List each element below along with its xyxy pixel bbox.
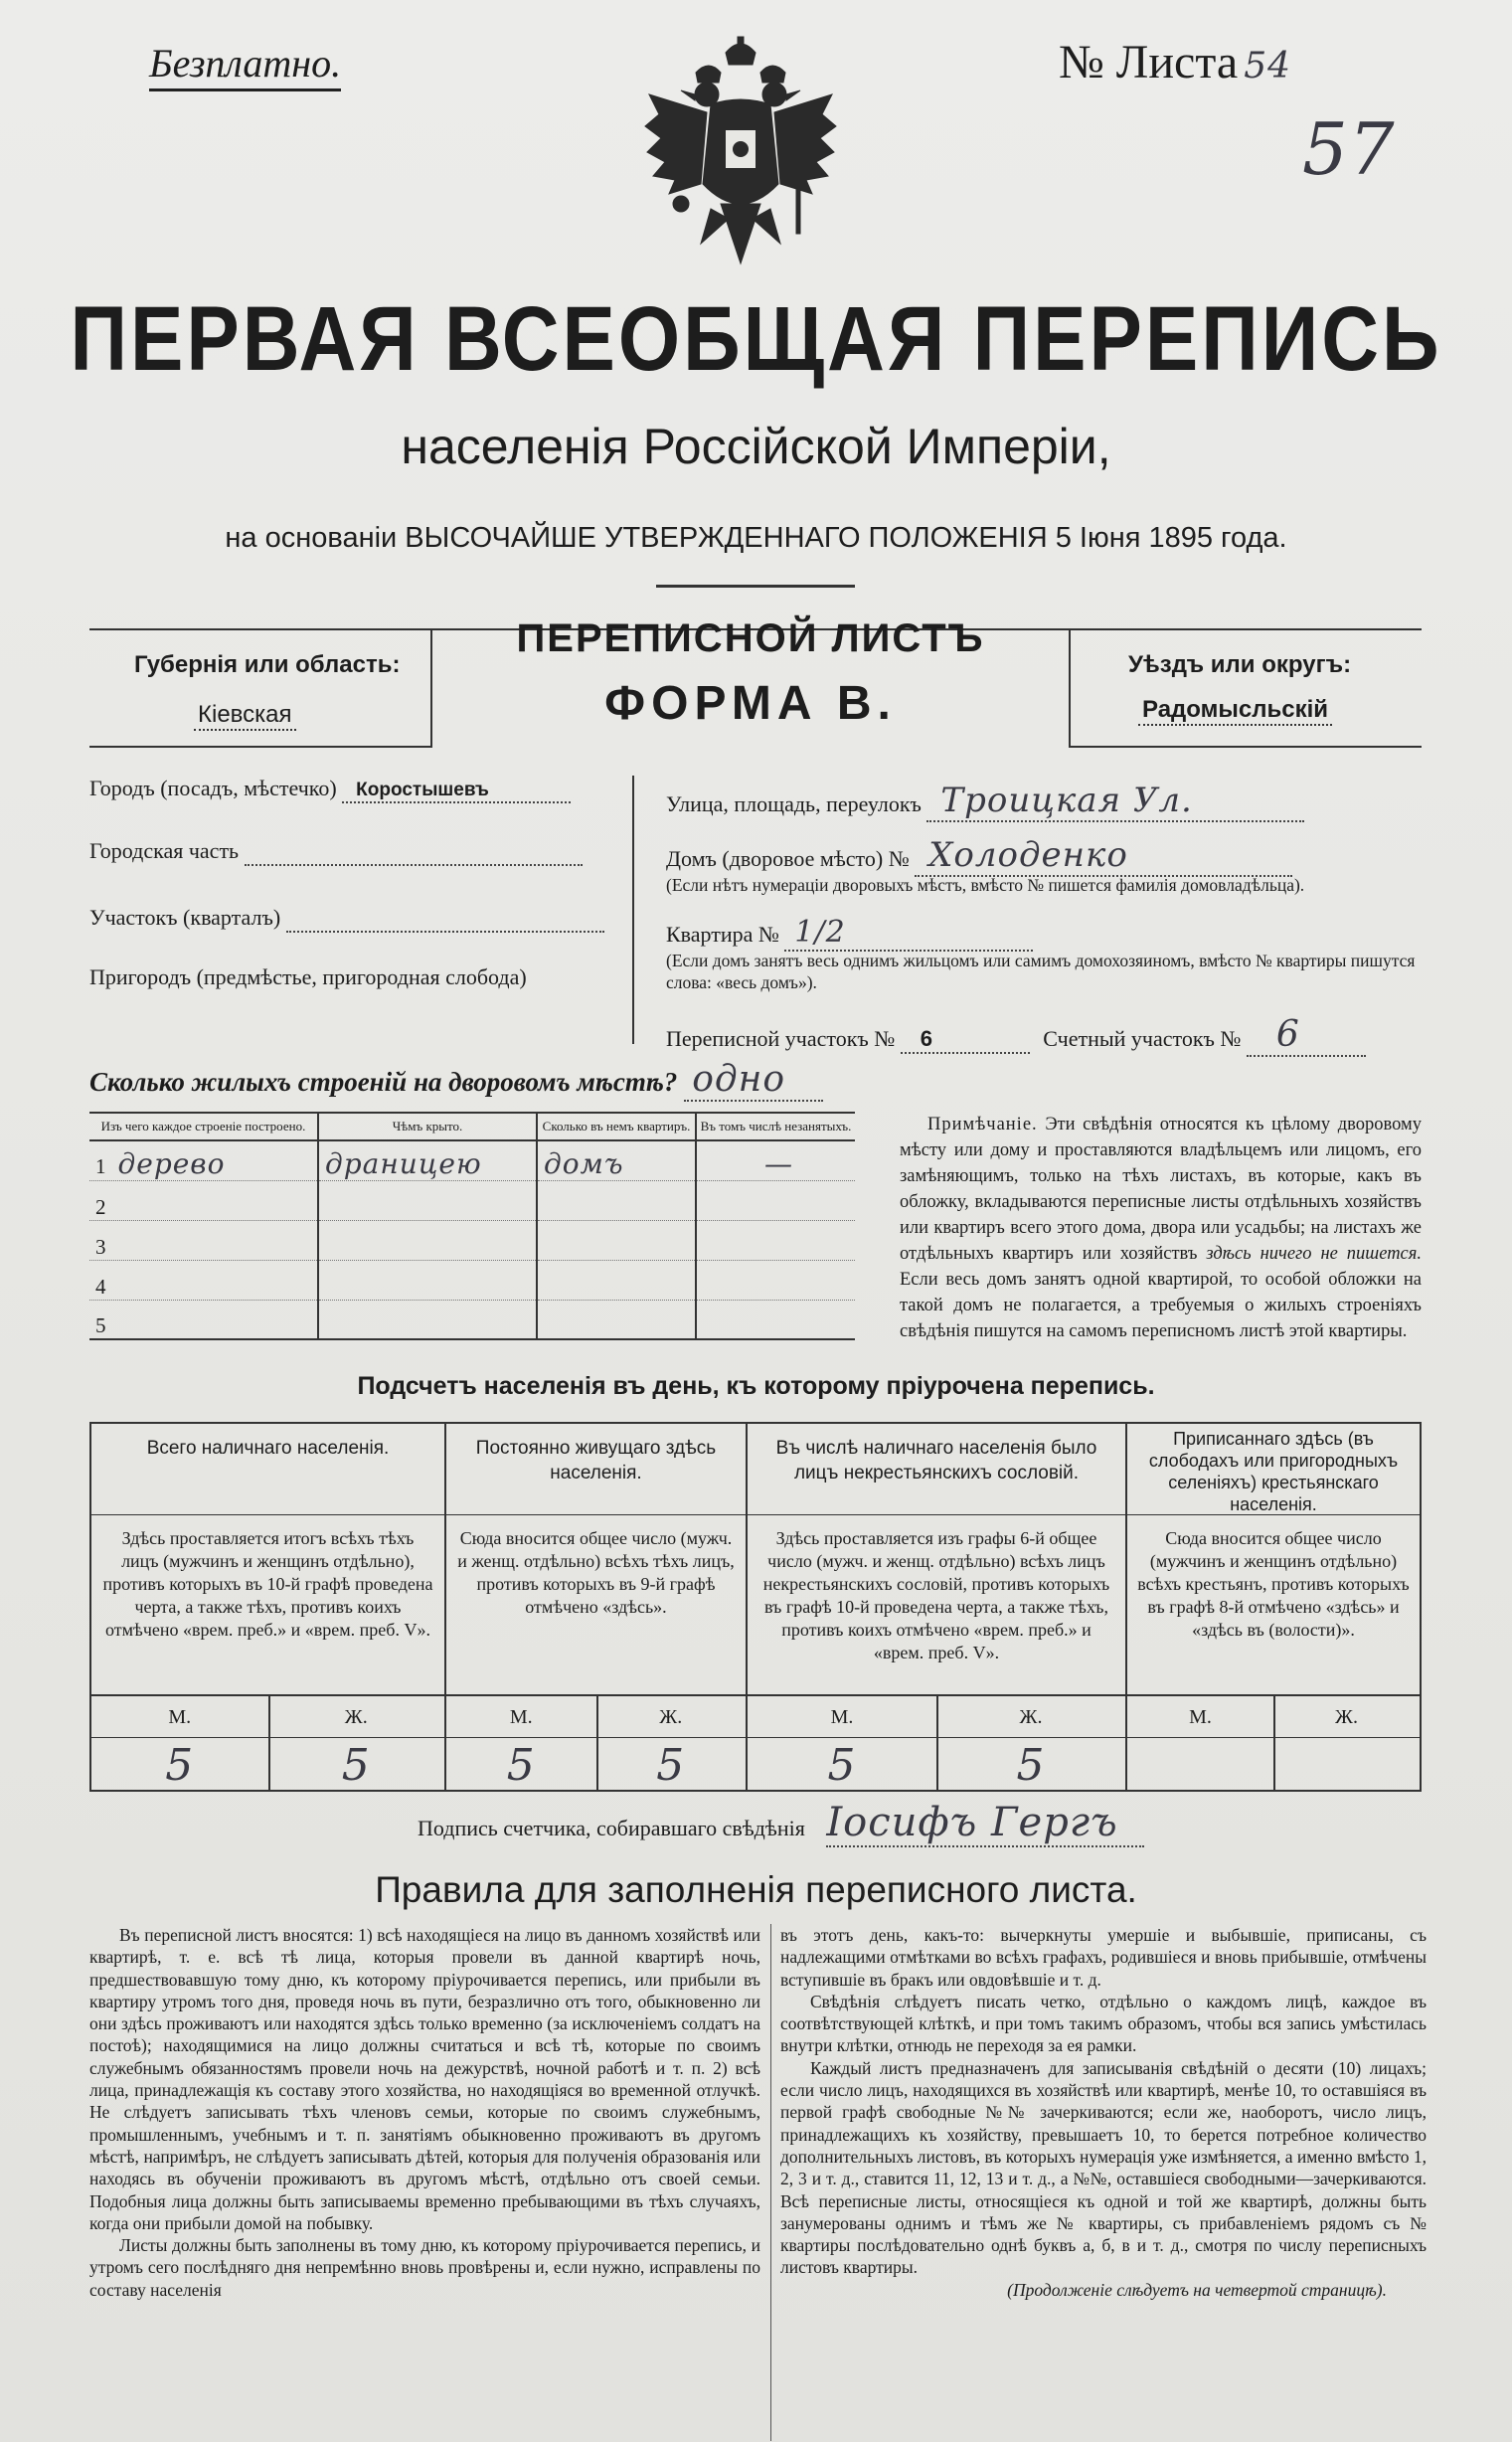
male-count: 5 [165,1740,195,1791]
note-label: Примѣчаніе. [927,1115,1038,1134]
rules-paragraph: Листы должны быть заполнены въ тому дню, къ которому пріурочивается перепись, и утромъ сего послѣдняго дня непремѣнно вновь провѣрены и, если нужно, исправлены по составу населенія [89,2235,760,2300]
cell-vacant[interactable]: — [696,1140,855,1180]
apartment-value[interactable]: 1/2 [784,915,1033,952]
street-label: Улица, площадь, переулокъ [666,791,922,816]
house-row [666,835,1422,877]
cell-material[interactable]: 1 дерево [89,1140,318,1180]
population-col-header: Приписаннаго здѣсь (въ слободахъ или пригородныхъ селеніяхъ) крестьянскаго населенія. [1127,1424,1420,1515]
female-count: 5 [1016,1740,1046,1791]
street-row [666,781,1422,822]
cell-material[interactable]: 3 [89,1220,318,1260]
population-col-header: Всего наличнаго населенія. [91,1424,444,1515]
suburb-row [89,964,626,990]
city-label: Городъ (посадъ, мѣстечко) [89,776,337,800]
divider [656,585,855,588]
rules-paragraph: въ этотъ день, какъ-то: вычеркнуты умершіе и выбывшіе, приписаны, съ надлежащими отмѣтками во всѣхъ графахъ, родившіеся и вновь прибывшіе, отмѣчены вступившіе въ бракъ или овдовѣвшіе и т. д. [780,1925,1427,1990]
uezd-value[interactable]: Радомысльскій [1138,696,1332,726]
rules-paragraph: Въ переписной листъ вносятся: 1) всѣ находящіеся на лицо въ данномъ хозяйствѣ или квартирѣ, т. е. всѣ тѣ лица, которыя провели въ данной квартирѣ ночь, предшествовавшую тому дню, къ которому пріурочивается перепись, или прибыли въ квартиру утромъ того дня, проведя ночь въ пути, безразлично отъ того, обыкновенно ли они здѣсь проживаютъ или находятся здѣсь только временно (за исключеніемъ солдатъ на постоѣ); находящимися на лицо должны считаться и всѣ тѣ, которые по своимъ служебнымъ обязанностямъ провели ночь на дежурствѣ, ночной работѣ и т. п. 2) всѣ лица, принадлежащія къ составу этого хозяйства, но находящіяся во временной отлучкѣ. Не слѣдуетъ записывать тѣхъ членовъ семьи, которые по своимъ служебнымъ, промышленнымъ, учебнымъ и т. п. занятіямъ обыкновенно проживаютъ въ другомъ мѣстѣ, напримѣръ, не слѣдуетъ записывать дѣтей, которыя для полученія образованія или находясь въ обученіи проживаютъ въ другомъ мѣстѣ, отдѣльно отъ своей семьи. Подобныя лица должны быть записываемы временно пребывающими въ тѣхъ случаяхъ, когда они прибыли домой на побывку. [89,1925,760,2233]
district-row [89,838,626,866]
signature-value[interactable]: Іосифъ Гергъ [826,1800,1144,1847]
ghost-print-right [954,129,1352,155]
house-label: Домъ (дворовое мѣсто) № [666,846,910,871]
cell-vacant[interactable] [696,1180,855,1220]
rules-divider [770,1924,771,2441]
precinct-row [89,905,626,933]
cell-vacant[interactable] [696,1220,855,1260]
city-row [89,776,626,803]
population-col-desc: Здѣсь проставляется изъ графы 6-й общее число (мужч. и женщ. отдѣльно) всѣхъ лицъ некрестьянскихъ сословій, противъ которыхъ въ графѣ 10-й проведена черта, а также тѣхъ, противъ коихъ отмѣчено «врем. преб.» и «врем. преб. V». [762,1528,1110,1662]
table-row [89,1220,855,1260]
decree-line: на основаніи ВЫСОЧАЙШЕ УТВЕРЖДЕННАГО ПОЛОЖЕНІЯ 5 Іюня 1895 года. [225,522,1287,554]
structures-header-row [89,1113,855,1140]
population-col-peasant [1127,1424,1420,1792]
address-divider [632,776,634,1044]
apartment-row [666,915,1422,952]
population-col-header: Постоянно живущаго здѣсь населенія. [446,1424,746,1515]
house-note: (Если нѣтъ нумераціи дворовыхъ мѣстъ, вмѣсто № пишется фамилія домовладѣльца). [666,875,1305,895]
col-apartments: Сколько въ немъ квартиръ. [537,1113,696,1140]
population-values[interactable] [446,1738,746,1792]
population-table [89,1422,1422,1792]
cell-roof[interactable]: драницею [318,1140,537,1180]
structures-question-label: Сколько жилыхъ строеній на дворовомъ мѣстѣ? [89,1067,678,1097]
population-col-present [91,1424,446,1792]
sheet-number-handwritten: 54 [1244,46,1292,87]
population-values[interactable] [748,1738,1125,1792]
imperial-eagle-icon [641,35,840,283]
structures-table [89,1112,855,1340]
cell-apartments[interactable]: домъ [537,1140,696,1180]
city-value[interactable]: Коростышевъ [342,780,571,803]
rules-paragraph: Свѣдѣнія слѣдуетъ писать четко, отдѣльно о каждомъ лицѣ, каждое въ соотвѣтствующей клѣткѣ, и при томъ такимъ образомъ, чтобы вся запись умѣстилась внутри клѣтки, отнюдь не переходя за ея рамки. [780,1991,1427,2056]
table-row [89,1140,855,1180]
population-values[interactable] [91,1738,444,1792]
cell-apartments[interactable] [537,1220,696,1260]
census-precinct-label: Переписной участокъ № [666,1026,896,1051]
male-count: 5 [827,1740,857,1791]
apartment-label: Квартира № [666,922,779,947]
col-vacant: Въ томъ числѣ незанятыхъ. [696,1113,855,1140]
page-title: ПЕРВАЯ ВСЕОБЩАЯ ПЕРЕПИСЬ [70,287,1442,390]
gubernia-label: Губернія или область: [134,651,401,678]
structures-note [900,1112,1422,1344]
female-count: 5 [656,1740,686,1791]
sheet-number [1059,35,1291,89]
cell-vacant[interactable] [696,1260,855,1300]
population-col-header: Въ числѣ наличнаго населенія было лицъ некрестьянскихъ сословій. [748,1424,1125,1515]
count-precinct-value[interactable]: 6 [1247,1014,1366,1057]
free-label: Безплатно. [149,40,341,91]
table-row [89,1180,855,1220]
census-precinct-row [666,1014,1422,1057]
rules-right-column [780,1924,1427,2301]
population-values[interactable] [1127,1738,1420,1792]
ghost-print-left [40,129,368,155]
sheet-number-label: № Листа [1059,36,1239,88]
female-count: 5 [341,1740,371,1791]
census-count-heading: Подсчетъ населенія въ день, къ которому пріурочена перепись. [357,1372,1155,1400]
population-mf-labels: М. Ж. [446,1694,746,1738]
page-subtitle: населенія Россійской Имперіи, [401,419,1111,474]
cell-apartments[interactable] [537,1260,696,1300]
form-subtitle: ФОРМА В. [604,677,897,730]
form-title: ПЕРЕПИСНОЙ ЛИСТЪ [516,616,985,660]
census-precinct-value[interactable]: 6 [901,1026,1030,1054]
cell-apartments[interactable] [537,1180,696,1220]
cell-apartments[interactable] [537,1300,696,1339]
population-mf-labels: М. Ж. [1127,1694,1420,1738]
apartment-note: (Если домъ занятъ весь однимъ жильцомъ или самимъ домохозяиномъ, вмѣсто № квартиры пишутся слова: «весь домъ»). [666,951,1416,992]
precinct-value[interactable] [286,905,604,933]
suburb-label: Пригородъ (предмѣстье, пригородная слобода) [89,964,527,989]
cell-material[interactable]: 2 [89,1180,318,1220]
cell-material[interactable]: 4 [89,1260,318,1300]
population-col-desc: Здѣсь проставляется итогъ всѣхъ тѣхъ лицъ (мужчинъ и женщинъ отдѣльно), противъ которыхъ въ 10-й графѣ проведена черта, а также тѣхъ, противъ коихъ отмѣчено «врем. преб.» и «врем. преб. V». [102,1528,433,1640]
cell-vacant[interactable] [696,1300,855,1339]
gubernia-value[interactable]: Кіевская [194,701,296,731]
cell-material[interactable]: 5 [89,1300,318,1339]
uezd-box [1069,628,1422,748]
district-label: Городская часть [89,838,240,863]
signature-label: Подпись счетчика, собиравшаго свѣдѣнія [418,1816,805,1840]
street-value[interactable]: Троицкая Ул. [926,781,1304,822]
population-col-desc: Сюда вносится общее число (мужч. и женщ. отдѣльно) всѣхъ тѣхъ лицъ, противъ которыхъ въ 9-й графѣ отмѣчено «здѣсь». [457,1528,735,1617]
note-text-1: Эти свѣдѣнія относятся къ цѣлому дворовому мѣсту или дому и проставляются владѣльцемъ или лицомъ, его замѣняющимъ, только на тѣхъ листахъ, въ которые, какъ въ обложку, вкладываются переписные листы отдѣльныхъ хозяйствъ или квартиръ всего этого дома, двора или усадьбы; на листахъ же отдѣльныхъ квартиръ или хозяйствъ [900,1115,1422,1264]
table-row [89,1300,855,1339]
population-mf-labels: М. Ж. [91,1694,444,1738]
cell-roof[interactable] [318,1260,537,1300]
cell-roof[interactable] [318,1180,537,1220]
table-row [89,1260,855,1300]
population-mf-labels: М. Ж. [748,1694,1125,1738]
col-roof: Чѣмъ крыто. [318,1113,537,1140]
precinct-label: Участокъ (кварталъ) [89,905,281,930]
structures-answer[interactable]: одно [684,1059,823,1102]
population-col-resident [446,1424,748,1792]
uezd-label: Уѣздъ или округъ: [1128,651,1352,678]
rules-continued: (Продолженіе слѣдуетъ на четвертой страницѣ). [1007,2279,1387,2300]
enumerator-signature [418,1800,1144,1847]
col-material: Изъ чего каждое строеніе построено. [89,1113,318,1140]
population-col-desc: Сюда вносится общее число (мужчинъ и женщинъ отдѣльно) всѣхъ крестьянъ, противъ которыхъ въ графѣ 8-й отмѣчено «здѣсь» и «здѣсь въ (волости)». [1137,1528,1410,1640]
structures-question [89,1059,823,1102]
rules-heading: Правила для заполненія переписного листа. [375,1869,1137,1910]
note-text-italic: здѣсь ничего не пишется. [1206,1244,1422,1264]
population-col-non-peasant [748,1424,1127,1792]
count-precinct-label: Счетный участокъ № [1043,1026,1242,1051]
cell-roof[interactable] [318,1300,537,1339]
rules-left-column [89,1924,760,2301]
note-text-2: Если весь домъ занятъ одной квартирой, то особой обложки на такой домъ не полагается, а требуемыя о жилыхъ строеніяхъ свѣдѣнія пишутся на самомъ переписномъ листѣ этой квартиры. [900,1270,1422,1341]
district-value[interactable] [245,838,583,866]
rules-paragraph: Каждый листъ предназначенъ для записыванія свѣдѣній о десяти (10) лицахъ; если число лицъ, находящихся въ хозяйствѣ или квартирѣ, менѣе 10, то оставшіяся въ первой графѣ свободные №№ зачеркиваются; если же, наоборотъ, число лицъ, принадлежащихъ къ хозяйству, превышаетъ 10, то берется потребное количество дополнительныхъ листовъ, въ которыхъ нумерація уже измѣняется, а именно вмѣсто 1, 2, 3 и т. д., ставится 11, 12, 13 и т. д., а №№, оставшіеся свободными—зачеркиваются. Всѣ переписные листы, относящіеся къ одной и той же квартирѣ, должны быть занумерованы однимъ и тѣмъ же № квартиры, съ прибавленіемъ рядомъ съ № квартиры послѣдовательно однѣ буквъ а, б, в и т. д., смотря по числу переписныхъ листовъ квартиры. [780,2057,1427,2278]
cell-roof[interactable] [318,1220,537,1260]
house-value[interactable]: Холоденко [915,835,1292,877]
male-count: 5 [506,1740,536,1791]
sheet-number-handwritten-2: 57 [1302,107,1396,191]
